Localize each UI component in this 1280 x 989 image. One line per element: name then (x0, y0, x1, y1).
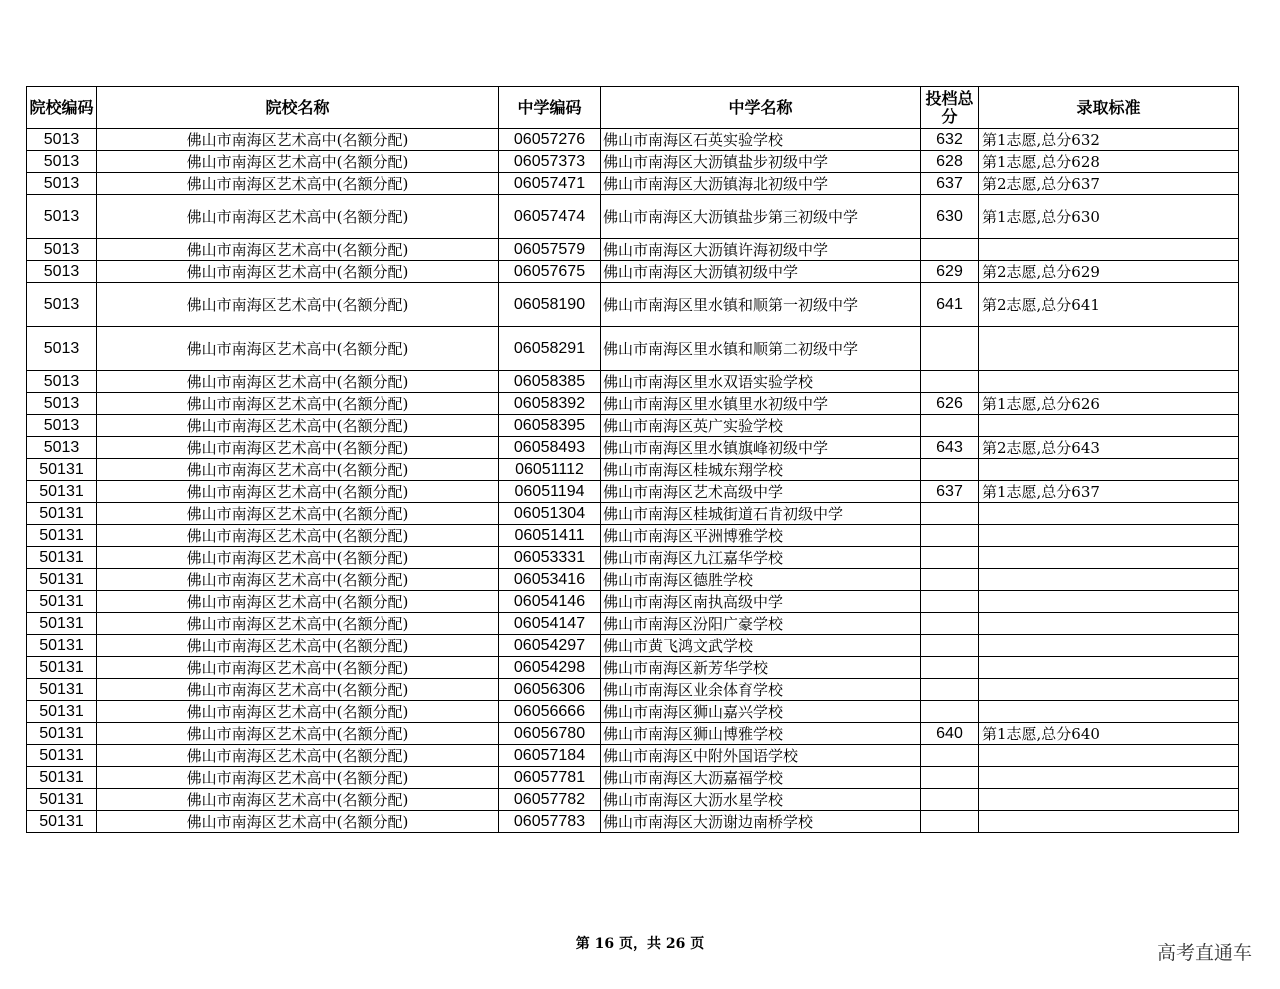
total-score-cell (921, 415, 979, 437)
admission-standard-cell (979, 679, 1239, 701)
middle-school-code-cell: 06058493 (499, 437, 601, 459)
school-name-cell: 佛山市南海区艺术高中(名额分配) (97, 767, 499, 789)
middle-school-code-cell: 06056780 (499, 723, 601, 745)
total-score-cell (921, 569, 979, 591)
middle-school-name-cell: 佛山市南海区汾阳广豪学校 (601, 613, 921, 635)
middle-school-name-cell: 佛山市南海区狮山嘉兴学校 (601, 701, 921, 723)
total-score-cell (921, 239, 979, 261)
school-name-cell: 佛山市南海区艺术高中(名额分配) (97, 327, 499, 371)
school-name-cell: 佛山市南海区艺术高中(名额分配) (97, 151, 499, 173)
middle-school-code-cell: 06058291 (499, 327, 601, 371)
admission-standard-cell: 第1志愿,总分626 (979, 393, 1239, 415)
middle-school-code-cell: 06056666 (499, 701, 601, 723)
total-score-cell (921, 635, 979, 657)
school-name-cell: 佛山市南海区艺术高中(名额分配) (97, 283, 499, 327)
school-name-cell: 佛山市南海区艺术高中(名额分配) (97, 701, 499, 723)
school-code-cell: 5013 (27, 239, 97, 261)
total-score-cell: 632 (921, 129, 979, 151)
table-row (27, 173, 1239, 195)
middle-school-name-cell: 佛山市南海区里水双语实验学校 (601, 371, 921, 393)
school-name-cell: 佛山市南海区艺术高中(名额分配) (97, 261, 499, 283)
middle-school-name-cell: 佛山市南海区狮山博雅学校 (601, 723, 921, 745)
admission-table (26, 86, 1239, 833)
admission-standard-cell (979, 239, 1239, 261)
total-score-cell (921, 657, 979, 679)
middle-school-name-cell: 佛山市南海区德胜学校 (601, 569, 921, 591)
header-school-code: 院校编码 (27, 87, 97, 129)
table-row (27, 745, 1239, 767)
admission-standard-cell: 第1志愿,总分628 (979, 151, 1239, 173)
table-row (27, 283, 1239, 327)
middle-school-code-cell: 06054147 (499, 613, 601, 635)
table-row (27, 261, 1239, 283)
total-score-cell (921, 591, 979, 613)
middle-school-code-cell: 06057474 (499, 195, 601, 239)
table-row (27, 129, 1239, 151)
admission-standard-cell: 第1志愿,总分637 (979, 481, 1239, 503)
table-row (27, 701, 1239, 723)
school-name-cell: 佛山市南海区艺术高中(名额分配) (97, 569, 499, 591)
table-row (27, 591, 1239, 613)
middle-school-code-cell: 06057276 (499, 129, 601, 151)
school-code-cell: 50131 (27, 481, 97, 503)
admission-standard-cell (979, 525, 1239, 547)
school-name-cell: 佛山市南海区艺术高中(名额分配) (97, 811, 499, 833)
table-row (27, 151, 1239, 173)
middle-school-name-cell: 佛山市黄飞鸿文武学校 (601, 635, 921, 657)
middle-school-name-cell: 佛山市南海区南执高级中学 (601, 591, 921, 613)
admission-standard-cell: 第2志愿,总分629 (979, 261, 1239, 283)
school-code-cell: 50131 (27, 459, 97, 481)
total-score-cell (921, 811, 979, 833)
middle-school-name-cell: 佛山市南海区大沥镇初级中学 (601, 261, 921, 283)
table-row (27, 327, 1239, 371)
admission-standard-cell (979, 327, 1239, 371)
middle-school-name-cell: 佛山市南海区大沥镇海北初级中学 (601, 173, 921, 195)
school-code-cell: 50131 (27, 679, 97, 701)
table-row (27, 525, 1239, 547)
admission-standard-cell (979, 415, 1239, 437)
school-code-cell: 5013 (27, 283, 97, 327)
school-name-cell: 佛山市南海区艺术高中(名额分配) (97, 635, 499, 657)
middle-school-code-cell: 06053331 (499, 547, 601, 569)
school-name-cell: 佛山市南海区艺术高中(名额分配) (97, 525, 499, 547)
school-code-cell: 50131 (27, 723, 97, 745)
middle-school-code-cell: 06054297 (499, 635, 601, 657)
school-code-cell: 50131 (27, 503, 97, 525)
middle-school-name-cell: 佛山市南海区石英实验学校 (601, 129, 921, 151)
middle-school-code-cell: 06054146 (499, 591, 601, 613)
middle-school-code-cell: 06057373 (499, 151, 601, 173)
middle-school-code-cell: 06057782 (499, 789, 601, 811)
total-score-cell (921, 767, 979, 789)
total-score-cell (921, 613, 979, 635)
school-name-cell: 佛山市南海区艺术高中(名额分配) (97, 789, 499, 811)
middle-school-code-cell: 06053416 (499, 569, 601, 591)
middle-school-code-cell: 06051112 (499, 459, 601, 481)
school-name-cell: 佛山市南海区艺术高中(名额分配) (97, 723, 499, 745)
total-score-cell (921, 679, 979, 701)
middle-school-code-cell: 06057184 (499, 745, 601, 767)
admission-standard-cell (979, 459, 1239, 481)
admission-standard-cell: 第1志愿,总分630 (979, 195, 1239, 239)
total-score-cell: 641 (921, 283, 979, 327)
school-code-cell: 50131 (27, 745, 97, 767)
middle-school-name-cell: 佛山市南海区九江嘉华学校 (601, 547, 921, 569)
middle-school-code-cell: 06057783 (499, 811, 601, 833)
school-name-cell: 佛山市南海区艺术高中(名额分配) (97, 239, 499, 261)
middle-school-name-cell: 佛山市南海区业余体育学校 (601, 679, 921, 701)
total-score-cell (921, 525, 979, 547)
middle-school-code-cell: 06057579 (499, 239, 601, 261)
admission-standard-cell (979, 811, 1239, 833)
total-score-cell (921, 547, 979, 569)
middle-school-code-cell: 06058190 (499, 283, 601, 327)
table-row (27, 613, 1239, 635)
header-middle-school-name: 中学名称 (601, 87, 921, 129)
total-score-cell (921, 745, 979, 767)
total-score-cell (921, 503, 979, 525)
school-code-cell: 50131 (27, 701, 97, 723)
middle-school-name-cell: 佛山市南海区艺术高级中学 (601, 481, 921, 503)
school-code-cell: 5013 (27, 173, 97, 195)
school-code-cell: 5013 (27, 261, 97, 283)
school-code-cell: 50131 (27, 811, 97, 833)
table-row (27, 569, 1239, 591)
admission-standard-cell (979, 745, 1239, 767)
total-score-cell: 629 (921, 261, 979, 283)
table-body (27, 129, 1239, 833)
admission-standard-cell (979, 569, 1239, 591)
school-name-cell: 佛山市南海区艺术高中(名额分配) (97, 393, 499, 415)
table-row (27, 547, 1239, 569)
middle-school-code-cell: 06058392 (499, 393, 601, 415)
school-code-cell: 5013 (27, 371, 97, 393)
middle-school-name-cell: 佛山市南海区桂城街道石肯初级中学 (601, 503, 921, 525)
school-name-cell: 佛山市南海区艺术高中(名额分配) (97, 415, 499, 437)
middle-school-name-cell: 佛山市南海区里水镇和顺第二初级中学 (601, 327, 921, 371)
school-code-cell: 50131 (27, 525, 97, 547)
table-row (27, 789, 1239, 811)
school-name-cell: 佛山市南海区艺术高中(名额分配) (97, 613, 499, 635)
middle-school-name-cell: 佛山市南海区桂城东翔学校 (601, 459, 921, 481)
middle-school-name-cell: 佛山市南海区新芳华学校 (601, 657, 921, 679)
middle-school-name-cell: 佛山市南海区平洲博雅学校 (601, 525, 921, 547)
middle-school-code-cell: 06054298 (499, 657, 601, 679)
total-score-cell (921, 789, 979, 811)
header-admission-standard: 录取标准 (979, 87, 1239, 129)
middle-school-name-cell: 佛山市南海区里水镇里水初级中学 (601, 393, 921, 415)
table-row (27, 767, 1239, 789)
middle-school-name-cell: 佛山市南海区大沥嘉福学校 (601, 767, 921, 789)
total-score-cell (921, 701, 979, 723)
admission-standard-cell: 第2志愿,总分643 (979, 437, 1239, 459)
school-code-cell: 5013 (27, 437, 97, 459)
middle-school-code-cell: 06051411 (499, 525, 601, 547)
header-total-score: 投档总分 (921, 87, 979, 129)
total-score-cell: 637 (921, 481, 979, 503)
admission-standard-cell (979, 503, 1239, 525)
total-score-cell: 628 (921, 151, 979, 173)
school-name-cell: 佛山市南海区艺术高中(名额分配) (97, 591, 499, 613)
school-name-cell: 佛山市南海区艺术高中(名额分配) (97, 129, 499, 151)
middle-school-code-cell: 06057675 (499, 261, 601, 283)
header-school-name: 院校名称 (97, 87, 499, 129)
table-row (27, 393, 1239, 415)
table-row (27, 437, 1239, 459)
table-row (27, 371, 1239, 393)
total-score-cell: 640 (921, 723, 979, 745)
school-name-cell: 佛山市南海区艺术高中(名额分配) (97, 459, 499, 481)
school-code-cell: 50131 (27, 767, 97, 789)
admission-standard-cell: 第1志愿,总分632 (979, 129, 1239, 151)
total-score-cell (921, 327, 979, 371)
middle-school-code-cell: 06057471 (499, 173, 601, 195)
school-code-cell: 50131 (27, 789, 97, 811)
watermark-text: 高考直通车 (1156, 942, 1252, 964)
school-code-cell: 5013 (27, 393, 97, 415)
school-name-cell: 佛山市南海区艺术高中(名额分配) (97, 195, 499, 239)
school-name-cell: 佛山市南海区艺术高中(名额分配) (97, 503, 499, 525)
table-row (27, 459, 1239, 481)
school-name-cell: 佛山市南海区艺术高中(名额分配) (97, 173, 499, 195)
school-code-cell: 50131 (27, 569, 97, 591)
admission-standard-cell (979, 371, 1239, 393)
middle-school-name-cell: 佛山市南海区大沥谢边南桥学校 (601, 811, 921, 833)
table-row (27, 679, 1239, 701)
middle-school-code-cell: 06056306 (499, 679, 601, 701)
admission-standard-cell: 第2志愿,总分637 (979, 173, 1239, 195)
middle-school-name-cell: 佛山市南海区里水镇和顺第一初级中学 (601, 283, 921, 327)
table-row (27, 239, 1239, 261)
total-score-cell: 637 (921, 173, 979, 195)
middle-school-code-cell: 06051194 (499, 481, 601, 503)
admission-standard-cell: 第2志愿,总分641 (979, 283, 1239, 327)
school-name-cell: 佛山市南海区艺术高中(名额分配) (97, 437, 499, 459)
middle-school-code-cell: 06051304 (499, 503, 601, 525)
middle-school-name-cell: 佛山市南海区中附外国语学校 (601, 745, 921, 767)
school-code-cell: 5013 (27, 415, 97, 437)
table-row (27, 657, 1239, 679)
table-row (27, 635, 1239, 657)
table-row (27, 811, 1239, 833)
school-code-cell: 50131 (27, 657, 97, 679)
admission-standard-cell (979, 591, 1239, 613)
school-name-cell: 佛山市南海区艺术高中(名额分配) (97, 371, 499, 393)
table-row (27, 481, 1239, 503)
middle-school-name-cell: 佛山市南海区大沥水星学校 (601, 789, 921, 811)
middle-school-name-cell: 佛山市南海区里水镇旗峰初级中学 (601, 437, 921, 459)
admission-standard-cell (979, 789, 1239, 811)
middle-school-code-cell: 06057781 (499, 767, 601, 789)
middle-school-code-cell: 06058395 (499, 415, 601, 437)
total-score-cell (921, 371, 979, 393)
admission-standard-cell (979, 613, 1239, 635)
table-row (27, 415, 1239, 437)
admission-standard-cell (979, 657, 1239, 679)
middle-school-name-cell: 佛山市南海区大沥镇许海初级中学 (601, 239, 921, 261)
school-code-cell: 50131 (27, 613, 97, 635)
school-code-cell: 5013 (27, 195, 97, 239)
page-footer: 第 16 页，共 26 页 (575, 936, 705, 952)
admission-standard-cell (979, 701, 1239, 723)
middle-school-name-cell: 佛山市南海区大沥镇盐步第三初级中学 (601, 195, 921, 239)
school-code-cell: 5013 (27, 151, 97, 173)
table-row (27, 723, 1239, 745)
school-name-cell: 佛山市南海区艺术高中(名额分配) (97, 547, 499, 569)
school-code-cell: 50131 (27, 547, 97, 569)
total-score-cell (921, 459, 979, 481)
middle-school-name-cell: 佛山市南海区大沥镇盐步初级中学 (601, 151, 921, 173)
school-name-cell: 佛山市南海区艺术高中(名额分配) (97, 745, 499, 767)
header-middle-school-code: 中学编码 (499, 87, 601, 129)
total-score-cell: 630 (921, 195, 979, 239)
school-code-cell: 5013 (27, 129, 97, 151)
school-name-cell: 佛山市南海区艺术高中(名额分配) (97, 679, 499, 701)
admission-standard-cell (979, 767, 1239, 789)
school-code-cell: 50131 (27, 635, 97, 657)
school-name-cell: 佛山市南海区艺术高中(名额分配) (97, 481, 499, 503)
table-row (27, 195, 1239, 239)
school-code-cell: 5013 (27, 327, 97, 371)
total-score-cell: 626 (921, 393, 979, 415)
school-name-cell: 佛山市南海区艺术高中(名额分配) (97, 657, 499, 679)
table-row (27, 503, 1239, 525)
total-score-cell: 643 (921, 437, 979, 459)
school-code-cell: 50131 (27, 591, 97, 613)
admission-standard-cell (979, 635, 1239, 657)
header-row (27, 87, 1239, 129)
admission-standard-cell: 第1志愿,总分640 (979, 723, 1239, 745)
middle-school-code-cell: 06058385 (499, 371, 601, 393)
admission-standard-cell (979, 547, 1239, 569)
middle-school-name-cell: 佛山市南海区英广实验学校 (601, 415, 921, 437)
